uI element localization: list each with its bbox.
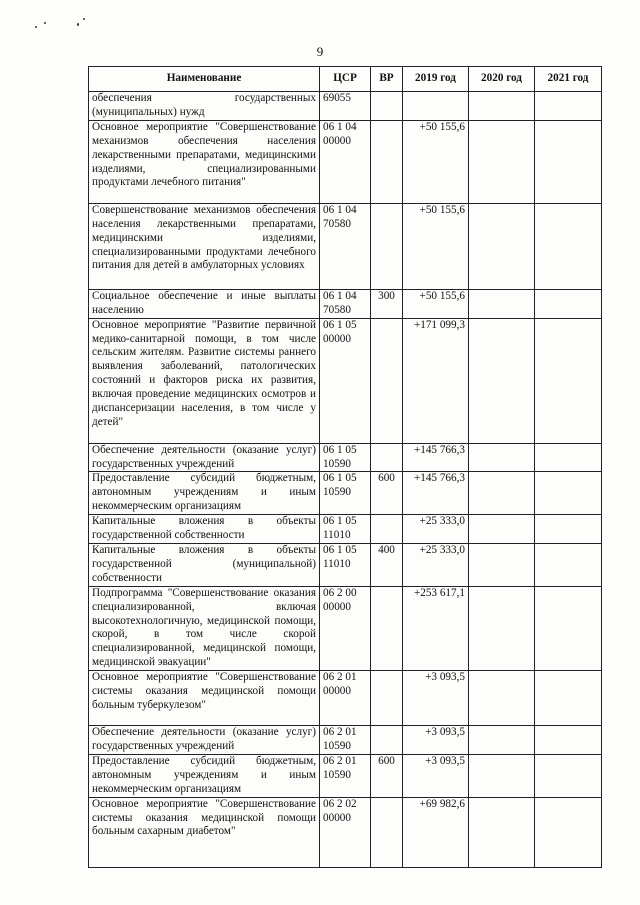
row-vr — [371, 203, 403, 289]
header-csr: ЦСР — [320, 67, 371, 92]
row-csr: 06 2 01 00000 — [320, 671, 371, 726]
row-amount-2019: +3 093,5 — [403, 726, 469, 755]
row-amount-2020 — [469, 318, 535, 443]
row-amount-2019: +253 617,1 — [403, 586, 469, 670]
row-csr: 06 1 05 10590 — [320, 472, 371, 515]
row-name: Обеспечение деятельности (оказание услуг) государственных учреждений — [89, 443, 320, 472]
row-amount-2019: +25 333,0 — [403, 515, 469, 544]
row-amount-2021 — [535, 318, 602, 443]
table-row — [89, 120, 602, 203]
row-vr: 600 — [371, 472, 403, 515]
row-amount-2021 — [535, 443, 602, 472]
row-csr: 06 1 04 70580 — [320, 289, 371, 318]
row-csr: 69055 — [320, 92, 371, 121]
row-csr: 06 1 05 10590 — [320, 443, 371, 472]
row-name: Основное мероприятие "Совершенствование системы оказания медицинской помощи больным туберкулезом" — [89, 671, 320, 726]
table-row — [89, 289, 602, 318]
row-csr: 06 2 02 00000 — [320, 797, 371, 867]
table-row — [89, 586, 602, 670]
row-amount-2019: +145 766,3 — [403, 472, 469, 515]
row-amount-2021 — [535, 203, 602, 289]
scan-speck — [35, 26, 37, 28]
header-name: Наименование — [89, 67, 320, 92]
row-amount-2019: +25 333,0 — [403, 543, 469, 586]
header-vr: ВР — [371, 67, 403, 92]
table-row — [89, 754, 602, 797]
row-name: Обеспечение деятельности (оказание услуг) государственных учреждений — [89, 726, 320, 755]
row-vr — [371, 726, 403, 755]
row-csr: 06 1 05 11010 — [320, 543, 371, 586]
row-vr — [371, 797, 403, 867]
row-amount-2019 — [403, 92, 469, 121]
row-amount-2020 — [469, 754, 535, 797]
row-amount-2019: +69 982,6 — [403, 797, 469, 867]
row-amount-2020 — [469, 92, 535, 121]
row-amount-2019: +50 155,6 — [403, 289, 469, 318]
row-name: Совершенствование механизмов обеспечения населения лекарственными препаратами, медицинскими изделиями, специализированными продуктами лечебного питания для детей в амбулаторных условиях — [89, 203, 320, 289]
row-amount-2019: +50 155,6 — [403, 203, 469, 289]
row-amount-2019: +50 155,6 — [403, 120, 469, 203]
row-csr: 06 1 04 00000 — [320, 120, 371, 203]
row-name: Основное мероприятие "Совершенствование механизмов обеспечения населения лекарственными препаратами, медицинскими изделиями, специализированными продуктами лечебного питания" — [89, 120, 320, 203]
row-amount-2020 — [469, 203, 535, 289]
row-amount-2021 — [535, 515, 602, 544]
row-name: Капитальные вложения в объекты государственной собственности — [89, 515, 320, 544]
row-amount-2020 — [469, 671, 535, 726]
row-name: Основное мероприятие "Совершенствование системы оказания медицинской помощи больным сахарным диабетом" — [89, 797, 320, 867]
row-amount-2019: +3 093,5 — [403, 671, 469, 726]
row-csr: 06 2 01 10590 — [320, 754, 371, 797]
row-vr: 300 — [371, 289, 403, 318]
header-2019: 2019 год — [403, 67, 469, 92]
table-row — [89, 92, 602, 121]
row-name: Предоставление субсидий бюджетным, автономным учреждениям и иным некоммерческим организациям — [89, 472, 320, 515]
table-row — [89, 671, 602, 726]
row-amount-2020 — [469, 797, 535, 867]
table-row — [89, 515, 602, 544]
page-number: 9 — [316, 44, 324, 59]
row-name: Подпрограмма "Совершенствование оказания специализированной, включая высокотехнологичную, медицинской помощи, скорой, в том числе скорой специализированной, медицинской помощи, медицинской эвакуации" — [89, 586, 320, 670]
row-amount-2019: +145 766,3 — [403, 443, 469, 472]
row-amount-2021 — [535, 543, 602, 586]
row-csr: 06 2 01 10590 — [320, 726, 371, 755]
scan-speck — [77, 23, 79, 26]
header-2021: 2021 год — [535, 67, 602, 92]
row-name: обеспечения государственных (муниципальных) нужд — [89, 92, 320, 121]
row-vr — [371, 92, 403, 121]
row-name: Социальное обеспечение и иные выплаты населению — [89, 289, 320, 318]
table-row — [89, 443, 602, 472]
row-amount-2020 — [469, 515, 535, 544]
row-csr: 06 1 05 00000 — [320, 318, 371, 443]
table-row — [89, 318, 602, 443]
row-vr — [371, 671, 403, 726]
row-amount-2020 — [469, 443, 535, 472]
row-vr — [371, 318, 403, 443]
row-amount-2021 — [535, 726, 602, 755]
budget-table — [88, 66, 602, 868]
row-amount-2021 — [535, 120, 602, 203]
row-amount-2019: +3 093,5 — [403, 754, 469, 797]
row-amount-2020 — [469, 543, 535, 586]
row-amount-2019: +171 099,3 — [403, 318, 469, 443]
row-amount-2021 — [535, 289, 602, 318]
scan-speck — [44, 22, 46, 24]
table-header-row — [89, 67, 602, 92]
row-name: Основное мероприятие "Развитие первичной медико-санитарной помощи, в том числе сельским жителям. Развитие системы раннего выявления заболеваний, патологических состояний и факторов риска их развития, включая проведение медицинских осмотров и диспансеризации населения, в том числе у детей" — [89, 318, 320, 443]
table-row — [89, 797, 602, 867]
row-amount-2020 — [469, 120, 535, 203]
table-row — [89, 543, 602, 586]
scan-speck — [83, 18, 85, 20]
row-csr: 06 2 00 00000 — [320, 586, 371, 670]
row-amount-2021 — [535, 472, 602, 515]
row-amount-2020 — [469, 726, 535, 755]
row-name: Капитальные вложения в объекты государственной (муниципальной) собственности — [89, 543, 320, 586]
row-amount-2020 — [469, 289, 535, 318]
header-2020: 2020 год — [469, 67, 535, 92]
row-name: Предоставление субсидий бюджетным, автономным учреждениям и иным некоммерческим организациям — [89, 754, 320, 797]
table-row — [89, 726, 602, 755]
row-csr: 06 1 04 70580 — [320, 203, 371, 289]
row-amount-2021 — [535, 671, 602, 726]
row-vr — [371, 443, 403, 472]
table-row — [89, 472, 602, 515]
row-vr — [371, 120, 403, 203]
row-vr: 400 — [371, 543, 403, 586]
row-vr — [371, 586, 403, 670]
row-csr: 06 1 05 11010 — [320, 515, 371, 544]
row-amount-2020 — [469, 472, 535, 515]
row-amount-2021 — [535, 586, 602, 670]
row-amount-2021 — [535, 92, 602, 121]
row-vr — [371, 515, 403, 544]
table-row — [89, 203, 602, 289]
row-amount-2021 — [535, 754, 602, 797]
row-amount-2021 — [535, 797, 602, 867]
row-vr: 600 — [371, 754, 403, 797]
row-amount-2020 — [469, 586, 535, 670]
